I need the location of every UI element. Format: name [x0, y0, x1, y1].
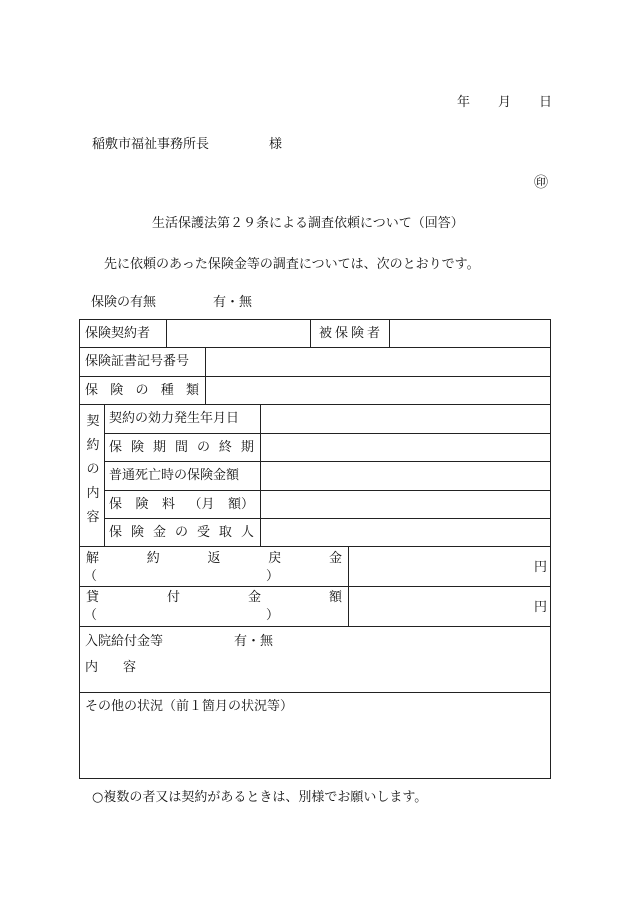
addressee: 稲敷市福祉事務所長	[92, 137, 210, 152]
surrender-char: 金	[328, 551, 342, 566]
date-day: 日	[539, 95, 553, 110]
type-char: の	[135, 383, 149, 398]
loan-amount-label	[86, 591, 342, 604]
contract-char: 約	[86, 438, 100, 453]
surrender-paren-open: （	[84, 569, 98, 584]
surrender-value-label	[86, 552, 342, 565]
contract-char: 契	[86, 414, 100, 429]
insurance-presence-label: 保険の有無	[91, 295, 157, 310]
policyholder-label: 保険契約者	[85, 326, 151, 341]
policy-number-label: 保険証書記号番号	[85, 354, 190, 369]
recipient-char: 取	[218, 525, 232, 540]
contract-char: の	[86, 462, 100, 477]
premium-char: 額）	[227, 497, 254, 512]
recipient-char: 人	[240, 525, 254, 540]
contract-content-label	[85, 415, 101, 524]
recipient-char: 保	[109, 525, 123, 540]
contract-char: 内	[86, 486, 100, 501]
other-status-label: その他の状況（前１箇月の状況等）	[85, 699, 294, 714]
document-title: 生活保護法第２９条による調査依頼について（回答）	[152, 216, 464, 231]
recipient-char: の	[174, 525, 188, 540]
type-char: 類	[185, 383, 199, 398]
premium-char: 険	[135, 497, 149, 512]
recipient-char: 金	[152, 525, 166, 540]
loan-char: 金	[247, 590, 261, 605]
hospital-content-label	[85, 661, 136, 674]
loan-char: 額	[328, 590, 342, 605]
insured-label: 被保険者	[319, 326, 384, 341]
surrender-char: 返	[207, 551, 221, 566]
surrender-char: 約	[146, 551, 160, 566]
type-char: 保	[85, 383, 99, 398]
hospital-content-char: 容	[123, 660, 137, 675]
period-char: 期	[240, 440, 254, 455]
type-char: 種	[160, 383, 174, 398]
insurance-table	[79, 319, 551, 779]
loan-char: 付	[166, 590, 180, 605]
premium-char: 料	[161, 497, 175, 512]
period-end-label	[109, 441, 254, 454]
addressee-sama: 様	[269, 137, 283, 152]
surrender-char: 戻	[268, 551, 282, 566]
date-month: 月	[498, 95, 512, 110]
hospital-benefit-value: 有・無	[234, 634, 274, 649]
loan-paren-open: （	[84, 608, 98, 623]
loan-yen-unit: 円	[534, 600, 548, 615]
premium-label	[109, 498, 254, 511]
insurance-presence-value: 有・無	[213, 295, 253, 310]
period-char: 期	[152, 440, 166, 455]
date-year: 年	[457, 95, 471, 110]
period-char: 険	[130, 440, 144, 455]
period-char: 間	[174, 440, 188, 455]
contract-char: 容	[86, 510, 100, 525]
premium-char: （月	[188, 497, 215, 512]
insurance-type-label	[85, 384, 199, 397]
hospital-content-char: 内	[85, 660, 99, 675]
surrender-paren-close: ）	[266, 569, 280, 584]
period-char: 終	[218, 440, 232, 455]
recipient-char: 険	[130, 525, 144, 540]
loan-char: 貸	[86, 590, 100, 605]
intro-text: 先に依頼のあった保険金等の調査については、次のとおりです。	[104, 257, 480, 272]
period-char: 保	[109, 440, 123, 455]
period-char: の	[196, 440, 210, 455]
type-char: 険	[110, 383, 124, 398]
death-amount-label: 普通死亡時の保険金額	[109, 468, 240, 483]
seal-mark: ㊞	[534, 175, 548, 191]
hospital-benefit-label: 入院給付金等	[85, 634, 164, 649]
surrender-char: 解	[86, 551, 100, 566]
premium-char: 保	[109, 497, 123, 512]
recipient-char: 受	[196, 525, 210, 540]
effective-date-label: 契約の効力発生年月日	[109, 411, 240, 426]
footnote: ○複数の者又は契約があるときは、別様でお願いします。	[92, 790, 428, 805]
loan-paren-close: ）	[266, 608, 280, 623]
recipient-label	[109, 526, 254, 539]
surrender-yen-unit: 円	[534, 560, 548, 575]
